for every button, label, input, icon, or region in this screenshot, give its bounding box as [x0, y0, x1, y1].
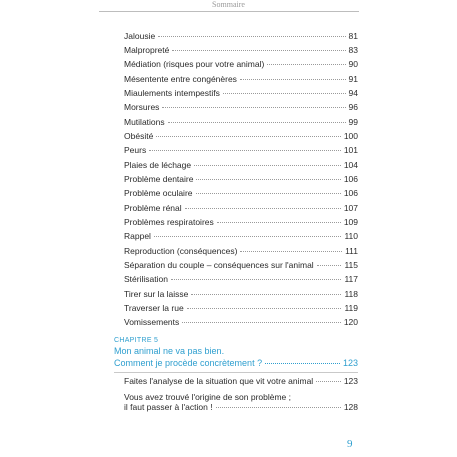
- toc-entry-title: Rappel: [124, 231, 151, 241]
- toc-entry-title: Jalousie: [124, 31, 156, 41]
- dot-leader: [196, 179, 340, 180]
- dot-leader: [194, 165, 341, 166]
- toc-entry-page: 91: [348, 74, 358, 84]
- toc-entry-page: 106: [343, 174, 358, 184]
- chapter-title-row[interactable]: [114, 357, 358, 370]
- toc-entry[interactable]: [124, 43, 358, 57]
- chapter-rule: [114, 372, 358, 373]
- toc-entry-title: Mésentente entre congénères: [124, 74, 237, 84]
- toc-entry[interactable]: [124, 301, 358, 315]
- toc-entry-title: Problèmes respiratoires: [124, 217, 214, 227]
- chapter-title-line2: Comment je procède concrètement ?: [114, 358, 263, 368]
- toc-entry-page: 107: [343, 203, 358, 213]
- toc-entry-page: 109: [343, 217, 358, 227]
- toc-entry-page: 115: [344, 260, 358, 270]
- toc-subentry-page: 123: [343, 376, 358, 386]
- toc-entry[interactable]: [124, 315, 358, 329]
- toc-entry-page: 90: [348, 59, 358, 69]
- toc-entry[interactable]: [124, 186, 358, 200]
- dot-leader: [265, 363, 340, 364]
- toc-entry-title: Plaies de léchage: [124, 160, 192, 170]
- toc-entry-title: Stérilisation: [124, 274, 168, 284]
- toc-entry-page: 99: [348, 117, 358, 127]
- dot-leader: [267, 64, 345, 65]
- toc-entry[interactable]: [124, 201, 358, 215]
- toc-subentry[interactable]: [124, 375, 358, 388]
- toc-entry[interactable]: [124, 258, 358, 272]
- header-rule: [99, 11, 359, 12]
- dot-leader: [156, 136, 341, 137]
- toc-entry-title: Obésité: [124, 131, 154, 141]
- toc-entry-title: Miaulements intempestifs: [124, 88, 220, 98]
- toc-entry[interactable]: [124, 272, 358, 286]
- toc-entry-title: Tirer sur la laisse: [124, 289, 189, 299]
- toc-subentry-title-line1[interactable]: Vous avez trouvé l'origine de son problème ;: [124, 392, 291, 402]
- toc-entry[interactable]: [124, 215, 358, 229]
- toc-entry-page: 94: [348, 88, 358, 98]
- toc-entry-title: Reproduction (conséquences): [124, 246, 238, 256]
- toc-entry[interactable]: [124, 172, 358, 186]
- toc-entry-title: Séparation du couple – conséquences sur l'animal: [124, 260, 314, 270]
- toc-entry-title: Problème oculaire: [124, 188, 193, 198]
- dot-leader: [158, 36, 345, 37]
- toc-entry-page: 119: [344, 303, 358, 313]
- toc-entry-title: Malpropreté: [124, 45, 170, 55]
- toc-entry-title: Mutilations: [124, 117, 165, 127]
- chapter-page: 123: [342, 358, 358, 368]
- toc-entry-page: 111: [345, 246, 358, 256]
- chapter-label: CHAPITRE 5: [114, 337, 159, 344]
- toc-entry-title: Traverser la rue: [124, 303, 184, 313]
- dot-leader: [240, 251, 342, 252]
- dot-leader: [196, 193, 341, 194]
- dot-leader: [154, 236, 342, 237]
- toc-entry[interactable]: [124, 229, 358, 243]
- dot-leader: [182, 322, 341, 323]
- dot-leader: [317, 265, 342, 266]
- toc-entry-page: 96: [348, 102, 358, 112]
- toc-entry[interactable]: [124, 129, 358, 143]
- toc-entry-title: Morsures: [124, 102, 160, 112]
- toc-entry[interactable]: [124, 287, 358, 301]
- toc-entry[interactable]: [124, 86, 358, 100]
- toc-entry[interactable]: [124, 29, 358, 43]
- toc-entry[interactable]: [124, 143, 358, 157]
- toc-entry-page: 81: [348, 31, 358, 41]
- toc-entry-page: 120: [343, 317, 358, 327]
- dot-leader: [240, 79, 346, 80]
- toc-entry-page: 110: [344, 231, 358, 241]
- dot-leader: [171, 279, 342, 280]
- toc-entry-title: Problème dentaire: [124, 174, 194, 184]
- toc-subentry-page: 128: [343, 402, 358, 412]
- dot-leader: [149, 150, 341, 151]
- dot-leader: [185, 208, 341, 209]
- toc-entry-page: 101: [343, 145, 358, 155]
- toc-entry[interactable]: [124, 244, 358, 258]
- running-header: Sommaire: [212, 0, 245, 9]
- toc-entry[interactable]: [124, 57, 358, 71]
- toc-entry-title: Problème rénal: [124, 203, 182, 213]
- toc-entry-page: 83: [348, 45, 358, 55]
- dot-leader: [187, 308, 342, 309]
- dot-leader: [216, 407, 341, 408]
- dot-leader: [168, 122, 346, 123]
- dot-leader: [217, 222, 341, 223]
- toc-subentry-title: Faites l'analyse de la situation que vit votre animal: [124, 376, 314, 386]
- dot-leader: [172, 50, 345, 51]
- toc-entry-title: Vomissements: [124, 317, 180, 327]
- toc-subentry[interactable]: [124, 401, 358, 414]
- dot-leader: [223, 93, 346, 94]
- dot-leader: [162, 107, 345, 108]
- toc-entry-page: 117: [344, 274, 358, 284]
- toc-entry-page: 118: [344, 289, 358, 299]
- dot-leader: [316, 381, 341, 382]
- toc-entry[interactable]: [124, 100, 358, 114]
- toc-entry-page: 100: [343, 131, 358, 141]
- chapter-title-line1[interactable]: Mon animal ne va pas bien.: [114, 346, 225, 356]
- toc-entry[interactable]: [124, 158, 358, 172]
- toc-entry-title: Peurs: [124, 145, 147, 155]
- page-number: 9: [347, 438, 353, 450]
- toc-entry-title: Médiation (risques pour votre animal): [124, 59, 265, 69]
- dot-leader: [191, 294, 341, 295]
- toc-entry-page: 106: [343, 188, 358, 198]
- toc-entry[interactable]: [124, 115, 358, 129]
- toc-entry-page: 104: [343, 160, 358, 170]
- toc-entry[interactable]: [124, 72, 358, 86]
- toc-subentry-title-line2: il faut passer à l'action !: [124, 402, 213, 412]
